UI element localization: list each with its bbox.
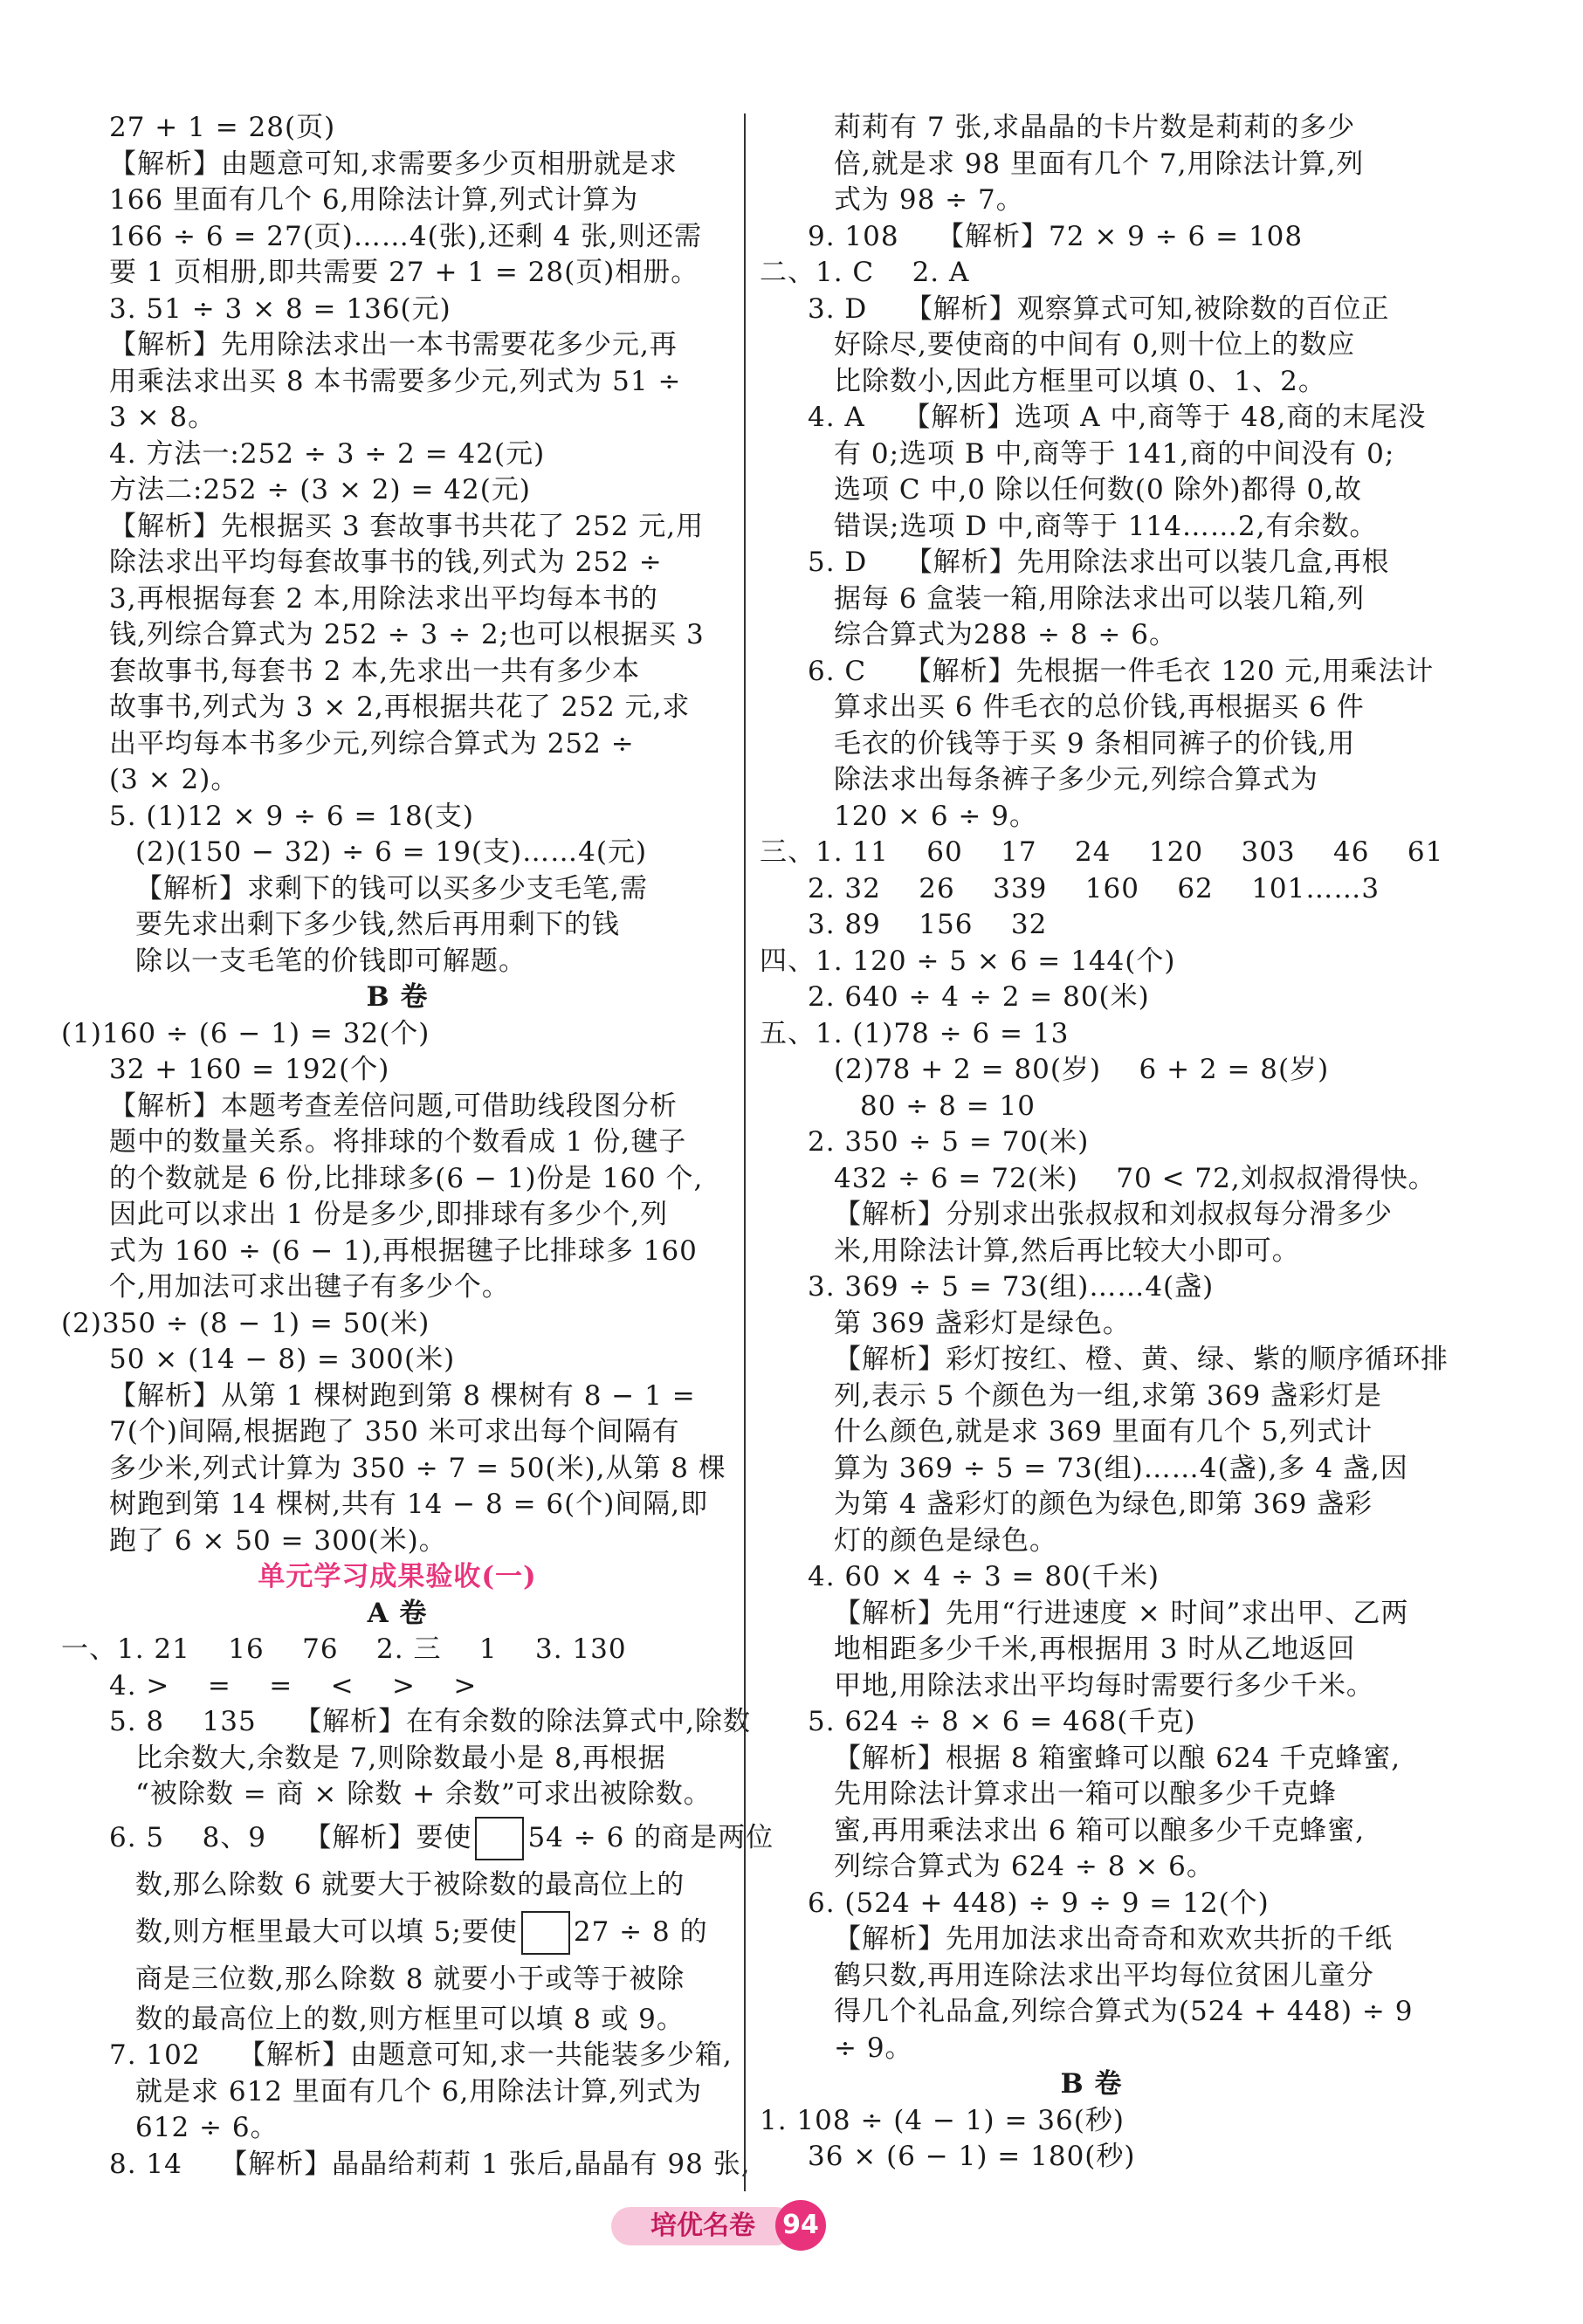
text-line: 9. 108 【解析】72 × 9 ÷ 6 = 108 [808,220,1304,252]
section-heading: B 卷 [1060,2068,1123,2100]
text-line: 【解析】彩灯按红、橙、黄、绿、紫的顺序循环排 [834,1344,1449,1375]
text-line: “被除数 = 商 × 除数 + 余数”可求出被除数。 [135,1778,712,1810]
text-line: 【解析】根据 8 箱蜜蜂可以酿 624 千克蜂蜜, [834,1742,1401,1774]
text-line: 四、1. 120 ÷ 5 × 6 = 144(个) [760,945,1176,977]
footer-badge [611,2200,838,2249]
text-line: 的个数就是 6 份,比排球多(6 − 1)份是 160 个, [109,1162,704,1194]
text-line: 5. D 【解析】先用除法求出可以装几盒,再根 [808,547,1390,578]
text-line: 先用除法计算求出一箱可以酿多少千克蜂 [834,1778,1337,1810]
text-line: 120 × 6 ÷ 9。 [834,800,1037,832]
text-line: 第 369 盏彩灯是绿色。 [834,1307,1131,1339]
text-line: 比余数大,余数是 7,则除数最小是 8,再根据 [135,1742,666,1774]
text-line [61,1908,733,1956]
text-line: 3. 51 ÷ 3 × 8 = 136(元) [109,292,451,325]
text-line: 4. 60 × 4 ÷ 3 = 80(千米) [808,1561,1160,1592]
text-line: 【解析】从第 1 棵树跑到第 8 棵树有 8 − 1 = [109,1379,696,1412]
text-line: 就是求 612 里面有几个 6,用除法计算,列式为 [135,2075,703,2107]
text-line: (2)(150 − 32) ÷ 6 = 19(支)……4(元) [135,836,648,868]
text-line: 【解析】先用加法求出奇奇和欢欢共折的千纸 [834,1923,1393,1955]
text-segment: 54 ÷ 6 的商是两位 [527,1821,774,1853]
text-segment: 数,则方框里最大可以填 5;要使 [135,1915,518,1948]
text-line: 1. 108 ÷ (4 − 1) = 36(秒) [760,2104,1125,2136]
text-line: 36 × (6 − 1) = 180(秒) [808,2141,1136,2172]
text-line: 【解析】先用除法求出一本书需要花多少元,再 [109,329,678,361]
text-line: 错误;选项 D 中,商等于 114……2,有余数。 [834,510,1378,542]
text-line: 50 × (14 − 8) = 300(米) [109,1344,456,1375]
text-line: 5. (1)12 × 9 ÷ 6 = 18(支) [109,800,474,832]
text-line: 3. D 【解析】观察算式可知,被除数的百位正 [808,292,1390,325]
text-line: 5. 624 ÷ 8 × 6 = 468(千克) [808,1706,1196,1737]
text-line: 432 ÷ 6 = 72(米) 70 < 72,刘叔叔滑得快。 [834,1162,1436,1194]
text-line: 除法求出平均每套故事书的钱,列式为 252 ÷ [109,547,663,578]
blank-box [521,1911,570,1955]
section-heading: B 卷 [366,981,429,1013]
text-line: 套故事书,每套书 2 本,先求出一共有多少本 [109,655,641,687]
text-line: 【解析】由题意可知,求需要多少页相册就是求 [109,148,678,180]
text-line: 树跑到第 14 棵树,共有 14 − 8 = 6(个)间隔,即 [109,1489,709,1520]
text-line: 80 ÷ 8 = 10 [860,1090,1036,1122]
text-line: 除法求出每条裤子多少元,列综合算式为 [834,764,1318,795]
text-line: 612 ÷ 6。 [135,2112,279,2143]
text-line: 题中的数量关系。将排球的个数看成 1 份,毽子 [109,1126,687,1158]
text-line: 倍,就是求 98 里面有几个 7,用除法计算,列 [834,148,1365,180]
text-line: (3 × 2)。 [109,764,239,795]
text-line: 算求出买 6 件毛衣的总价钱,再根据买 6 件 [834,691,1365,723]
text-line: 6. C 【解析】先根据一件毛衣 120 元,用乘法计 [808,655,1435,687]
column-divider [744,113,746,2191]
text-line: 式为 98 ÷ 7。 [834,184,1024,216]
text-line: 多少米,列式计算为 350 ÷ 7 = 50(米),从第 8 棵 [109,1452,726,1484]
text-line: 【解析】分别求出张叔叔和刘叔叔每分滑多少 [834,1199,1393,1230]
text-line: 什么颜色,就是求 369 里面有几个 5,列式计 [834,1416,1373,1447]
text-line: 商是三位数,那么除数 8 就要小于或等于被除 [135,1963,685,1995]
text-line: 4. 方法一:252 ÷ 3 ÷ 2 = 42(元) [109,437,546,470]
page-number: 94 [775,2200,826,2251]
text-line: 据每 6 盒装一箱,用除法求出可以装几箱,列 [834,582,1366,615]
text-line: 五、1. (1)78 ÷ 6 = 13 [760,1017,1070,1049]
text-line: 算为 369 ÷ 5 = 73(组)……4(盏),多 4 盏,因 [834,1452,1408,1484]
text-line: 甲地,用除法求出平均每时需要行多少千米。 [834,1669,1374,1702]
text-line: 灯的颜色是绿色。 [834,1524,1057,1557]
text-line: 7. 102 【解析】由题意可知,求一共能装多少箱, [109,2039,733,2071]
unit-heading: 单元学习成果验收(一) [258,1561,537,1592]
text-line: 为第 4 盏彩灯的颜色为绿色,即第 369 盏彩 [834,1489,1373,1520]
text-segment: 27 ÷ 8 的 [573,1915,708,1948]
text-line: 【解析】本题考查差倍问题,可借助线段图分析 [109,1090,678,1122]
text-line: 方法二:252 ÷ (3 × 2) = 42(元) [109,474,531,505]
text-line: 三、1. 11 60 17 24 120 303 46 61 [760,836,1444,868]
text-line: 2. 350 ÷ 5 = 70(米) [808,1126,1090,1158]
text-line: 27 + 1 = 28(页) [109,112,336,143]
text-line: 鹤只数,再用连除法求出平均每位贫困儿童分 [834,1959,1374,1991]
text-line: 毛衣的价钱等于买 9 条相同裤子的价钱,用 [834,727,1356,760]
text-line: 故事书,列式为 3 × 2,再根据共花了 252 元,求 [109,691,691,723]
text-line: (2)78 + 2 = 80(岁) 6 + 2 = 8(岁) [834,1054,1330,1085]
text-line: 要先求出剩下多少钱,然后再用剩下的钱 [135,909,620,940]
left-column [61,110,774,2183]
text-line: 除以一支毛笔的价钱即可解题。 [135,945,527,977]
text-line: 7(个)间隔,根据跑了 350 米可求出每个间隔有 [109,1416,680,1447]
text-line: 要 1 页相册,即共需要 27 + 1 = 28(页)相册。 [109,257,699,288]
text-line: 蜜,再用乘法求出 6 箱可以酿多少千克蜂蜜, [834,1814,1366,1846]
text-line: 3,再根据每套 2 本,用除法求出平均每本书的 [109,582,658,615]
text-line: 3 × 8。 [109,402,217,433]
text-line: 2. 640 ÷ 4 ÷ 2 = 80(米) [808,981,1150,1013]
text-line: 6. (524 + 448) ÷ 9 ÷ 9 = 12(个) [808,1887,1270,1919]
text-line: 比除数小,因此方框里可以填 0、1、2。 [834,365,1326,397]
text-segment: 6. 5 8、9 【解析】要使 [109,1821,472,1853]
text-line: 一、1. 21 16 76 2. 三 1 3. 130 [61,1633,627,1665]
text-line: 米,用除法计算,然后再比较大小即可。 [834,1234,1300,1267]
text-line: 数的最高位上的数,则方框里可以填 8 或 9。 [135,2003,685,2035]
text-line: ÷ 9。 [834,2032,913,2064]
text-line: 列,表示 5 个颜色为一组,求第 369 盏彩灯是 [834,1379,1383,1412]
text-line: 【解析】先用“行进速度 × 时间”求出甲、乙两 [834,1597,1409,1629]
text-line: (1)160 ÷ (6 − 1) = 32(个) [61,1017,430,1049]
text-line: 得几个礼品盒,列综合算式为(524 + 448) ÷ 9 [834,1996,1414,2027]
text-line: 8. 14 【解析】晶晶给莉莉 1 张后,晶晶有 98 张, [109,2148,751,2180]
text-line: 跑了 6 × 50 = 300(米)。 [109,1524,447,1557]
text-line: 3. 89 156 32 [808,909,1048,940]
text-line: 数,那么除数 6 就要大于被除数的最高位上的 [135,1868,685,1901]
text-line: 2. 32 26 339 160 62 101……3 [808,872,1380,904]
series-label: 培优名卷 [611,2207,795,2245]
text-line: 3. 369 ÷ 5 = 73(组)……4(盏) [808,1271,1215,1303]
text-line: 综合算式为288 ÷ 8 ÷ 6。 [834,619,1177,650]
text-line: 32 + 160 = 192(个) [109,1054,390,1085]
text-line: 列综合算式为 624 ÷ 8 × 6。 [834,1851,1215,1882]
text-line: 有 0;选项 B 中,商等于 141,商的中间没有 0; [834,437,1395,470]
text-line: 【解析】先根据买 3 套故事书共花了 252 元,用 [109,510,705,542]
text-line: 二、1. C 2. A [760,257,970,288]
text-line: 出平均每本书多少元,列综合算式为 252 ÷ [109,727,635,760]
blank-box [475,1817,524,1860]
text-line: 莉莉有 7 张,求晶晶的卡片数是莉莉的多少 [834,112,1356,143]
text-line: 钱,列综合算式为 252 ÷ 3 ÷ 2;也可以根据买 3 [109,619,705,650]
text-line: 选项 C 中,0 除以任何数(0 除外)都得 0,故 [834,474,1363,505]
text-line: 4. A 【解析】选项 A 中,商等于 48,商的末尾没 [808,402,1427,433]
text-line: 166 ÷ 6 = 27(页)……4(张),还剩 4 张,则还需 [109,220,702,252]
text-line: 5. 8 135 【解析】在有余数的除法算式中,除数 [109,1706,752,1737]
text-line: 用乘法求出买 8 本书需要多少元,列式为 51 ÷ [109,365,682,397]
section-heading: A 卷 [367,1597,428,1629]
text-line: 166 里面有几个 6,用除法计算,列式计算为 [109,184,639,216]
text-line: 好除尽,要使商的中间有 0,则十位上的数应 [834,329,1356,361]
text-line: (2)350 ÷ (8 − 1) = 50(米) [61,1307,430,1339]
text-line: 4. > = = < > > [109,1669,478,1702]
text-line: 【解析】求剩下的钱可以买多少支毛笔,需 [135,872,648,904]
text-line: 因此可以求出 1 份是多少,即排球有多少个,列 [109,1199,669,1230]
right-column [760,110,1449,2176]
text-line: 式为 160 ÷ (6 − 1),再根据毽子比排球多 160 [109,1234,698,1267]
text-line: 地相距多少千米,再根据用 3 时从乙地返回 [834,1633,1356,1665]
text-line [61,1813,774,1862]
text-line: 个,用加法可求出毽子有多少个。 [109,1271,510,1303]
